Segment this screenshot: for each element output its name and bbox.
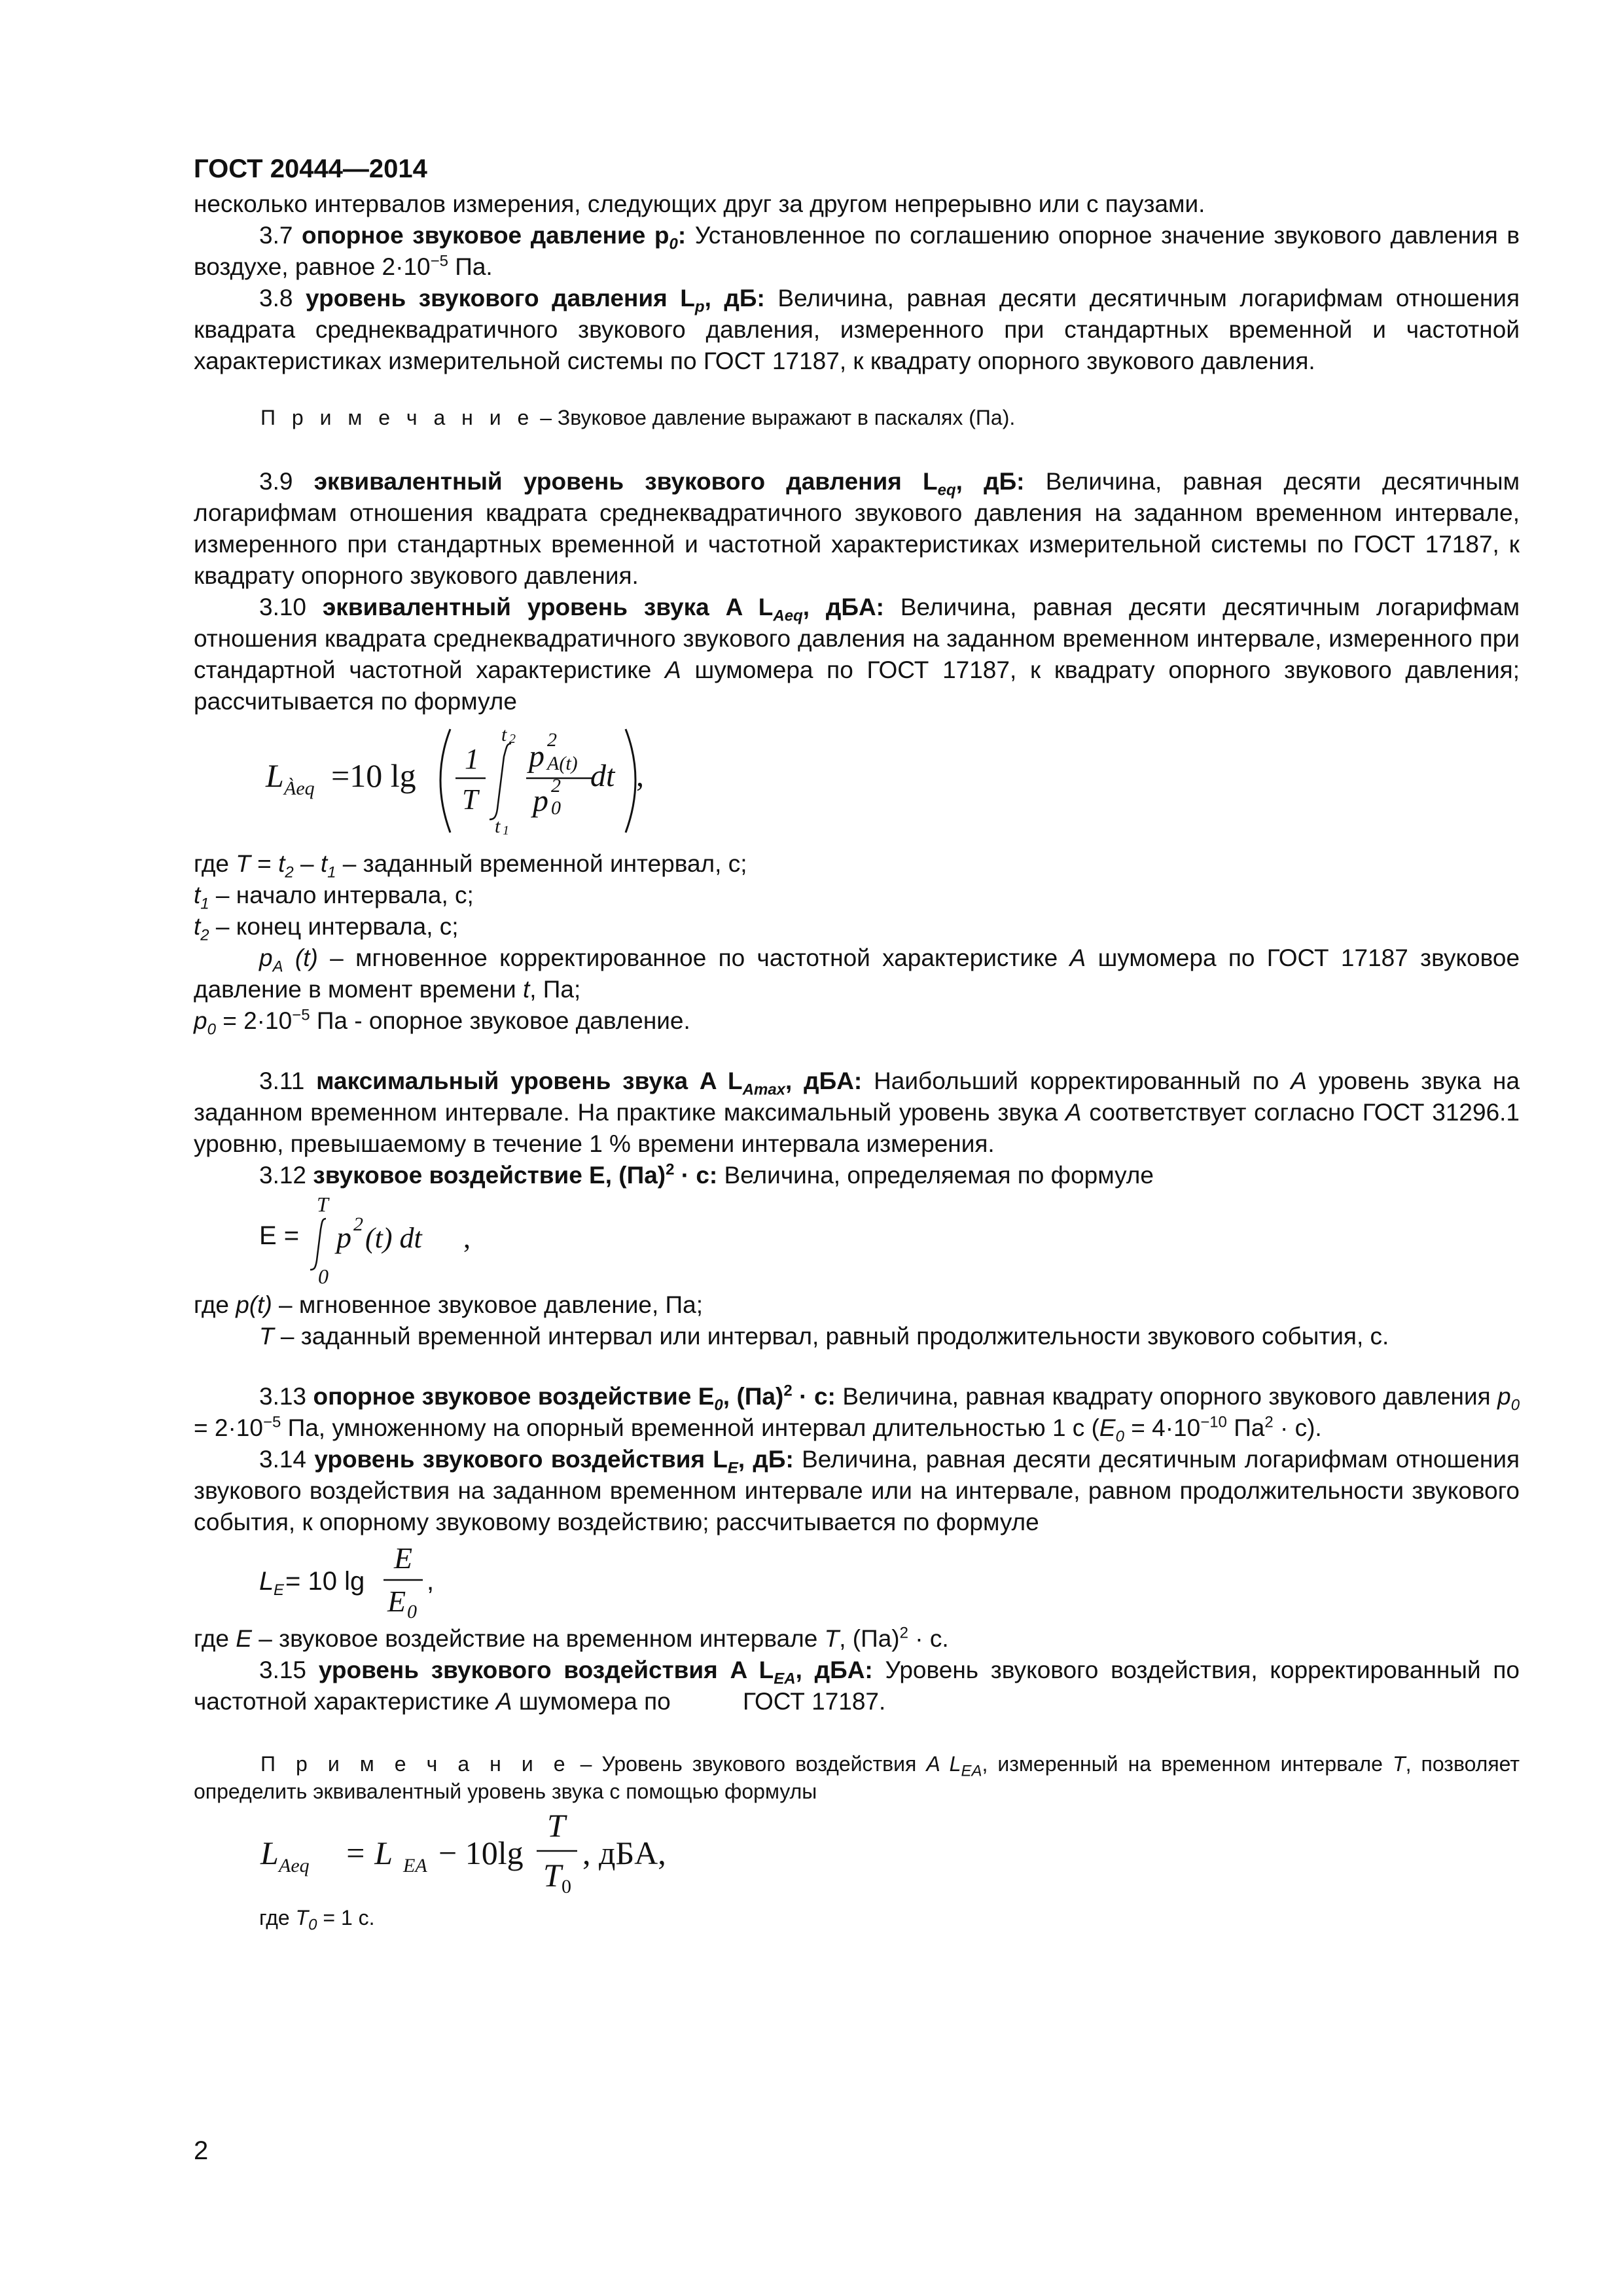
formula4-lhs: L	[260, 1835, 279, 1871]
where3-E: где E – звуковое воздействие на временном интервале T, (Па)$^2$ · с.	[194, 1624, 949, 1652]
note-1: П р и м е ч а н и е – Звуковое давление выражают в паскалях (Па).	[260, 406, 1016, 429]
where1-t1: $t_1$ – начало интервала, с;	[194, 882, 474, 913]
clause-3-9: 3.9 эквивалентный уровень звукового давления $L_{eq}$, дБ: Величина, равная десяти десятичным логарифмам отношения квадрата среднеквадратичного звукового давления на заданном временном интервале, измеренного при стандартных временной и частотной характеристиках измерительной системы по ГОСТ 17187, к квадрату опорного звукового давления.	[194, 468, 1520, 589]
formula4-num: T	[547, 1807, 565, 1844]
formula3-comma: ,	[427, 1567, 435, 1596]
formula1-T: T	[462, 783, 478, 816]
continuation-text: несколько интервалов измерения, следующих друг за другом непрерывно или с паузами.	[194, 190, 1205, 217]
formula2-arg: (t) dt	[365, 1222, 422, 1254]
formula4-lhs-sub: Aeq	[279, 1855, 310, 1876]
formula1-p0: p	[533, 783, 548, 818]
formula2-p-sup: 2	[353, 1213, 363, 1235]
formula3-den: E	[387, 1585, 406, 1618]
where1-t2: $t_2$ – конец интервала, с;	[194, 913, 459, 944]
formula1-lower-sub: 1	[503, 823, 509, 838]
clause-3-13: 3.13 опорное звуковое воздействие $E_0$, (Па)$^2$ · с: Величина, равная квадрату опорного звукового давления $p_0 = 2\cdot 10^{-5}$ Па, умноженному на опорный временной интервал длительностью 1 с ($E_0 = 4\cdot 10^{-10}$ $Па^2 \cdot с$).	[194, 1382, 1520, 1446]
where4-T0: где $T_0 = 1$ с.	[259, 1906, 375, 1934]
formula1-comma: ,	[636, 759, 644, 793]
clause-3-12: 3.12 звуковое воздействие E, (Па)$^2$ · с: Величина, определяемая по формуле	[259, 1160, 1154, 1189]
formula2-upper: T	[317, 1193, 329, 1216]
formula1-lower: t	[495, 816, 501, 837]
formula3-lhs: L	[259, 1567, 274, 1596]
formula4-unit: , дБA,	[582, 1835, 666, 1871]
formula4-minus: − 10lg	[438, 1835, 524, 1871]
clause-3-8: 3.8 уровень звукового давления $L_p$, дБ: Величина, равная десяти десятичным логарифмам отношения квадрата среднеквадратичного звукового давления, измеренного при стандартных временной и частотной характеристиках измерительной системы по ГОСТ 17187, к квадрату опорного звукового давления.	[194, 285, 1520, 374]
clause-3-10: 3.10 эквивалентный уровень звука A $L_{Aeq}$, дБA: Величина, равная десяти десятичным логарифмам отношения квадрата среднеквадратичного звукового давления на заданном временном интервале, измеренного при стандартной частотной характеристике A шумомера по ГОСТ 17187, к квадрату опорного звукового давления; рассчитывается по формуле	[194, 594, 1520, 715]
formula1-lhs: L	[266, 757, 284, 794]
where2-T: T – заданный временной интервал или интервал, равный продолжительности звукового события, с.	[259, 1323, 1389, 1350]
where1-p0: $p_0 = 2\cdot 10^{-5}$ Па - опорное звуковое давление.	[194, 1006, 690, 1039]
clause-3-15: 3.15 уровень звукового воздействия A $L_{EA}$, дБA: Уровень звукового воздействия, корректированный по частотной характеристике A шумомера по ГОСТ 17187.	[194, 1657, 1520, 1715]
formula4-rhs-sub: EA	[403, 1855, 427, 1876]
formula4-den: T	[543, 1857, 562, 1893]
formula2-p: p	[336, 1221, 351, 1254]
formula3-lhs-sub: E	[274, 1581, 285, 1599]
clause-3-11: 3.11 максимальный уровень звука A $L_{Amax}$, дБA: Наибольший корректированный по A уровень звука на заданном временном интервале. На практике максимальный уровень звука A соответствует согласно ГОСТ 31296.1 уровню, превышаемому в течение 1 % времени интервала измерения.	[194, 1067, 1520, 1157]
formula3-eq: = 10 lg	[285, 1567, 365, 1596]
where2-pt: где p(t) – мгновенное звуковое давление, Па;	[194, 1291, 703, 1318]
formula1-upper: t	[501, 724, 507, 745]
clause-3-7: 3.7 опорное звуковое давление $p_0$: Установленное по соглашению опорное значение звукового давления в воздухе, равное $2\cdot 10^{-5}$ Па.	[194, 222, 1520, 280]
document-header: ГОСТ 20444—2014	[194, 154, 427, 183]
formula1-dt: dt	[590, 759, 615, 793]
document-page	[194, 152, 1520, 1932]
formula2-lower: 0	[318, 1265, 329, 1288]
formula1-p-sup: 2	[547, 729, 557, 751]
where1-T: где $T = t_2 - t_1$ – заданный временной интервал, с;	[194, 850, 747, 882]
formula1-one: 1	[465, 743, 479, 775]
formula-laeq-integral	[194, 717, 1520, 848]
formula1-upper-sub: 2	[509, 732, 516, 746]
formula-laeq-from-lea	[194, 1805, 1520, 1903]
formula1-lhs-sub: Àeq	[284, 778, 315, 799]
clause-3-14: 3.14 уровень звукового воздействия $L_E$, дБ: Величина, равная десяти десятичным логарифмам отношения звукового воздействия на заданном временном интервале или на интервале, равном продолжительности звукового события, к опорному звуковому воздействию; рассчитывается по формуле	[194, 1446, 1520, 1535]
note-2: П р и м е ч а н и е – Уровень звукового воздействия A $L_{EA}$, измеренный на временном интервале T, позволяет определить эквивалентный уровень звука с помощью формулы	[194, 1752, 1520, 1803]
formula4-den-sub: 0	[562, 1876, 571, 1897]
formula1-p0-sup: 2	[551, 775, 561, 797]
page-number: 2	[194, 2136, 209, 2165]
where1-pa: $p_A$ (t) – мгновенное корректированное по частотной характеристике A шумомера по ГОСТ 17187 звуковое давление в момент времени t, Па;	[194, 944, 1520, 1003]
formula2-comma: ,	[463, 1222, 471, 1254]
formula4-eq: = L	[344, 1835, 393, 1871]
formula3-num: E	[394, 1541, 413, 1575]
formula1-p0-sub: 0	[551, 797, 561, 819]
formula3-den-sub: 0	[407, 1601, 417, 1623]
formula1-eq: =10 lg	[331, 757, 416, 794]
formula2-lhs: E =	[259, 1221, 300, 1250]
formula1-p-sub: A(t)	[547, 753, 578, 774]
formula-le	[194, 1538, 1520, 1623]
formula1-p: p	[529, 739, 544, 774]
formula-exposure-integral	[194, 1191, 1520, 1289]
